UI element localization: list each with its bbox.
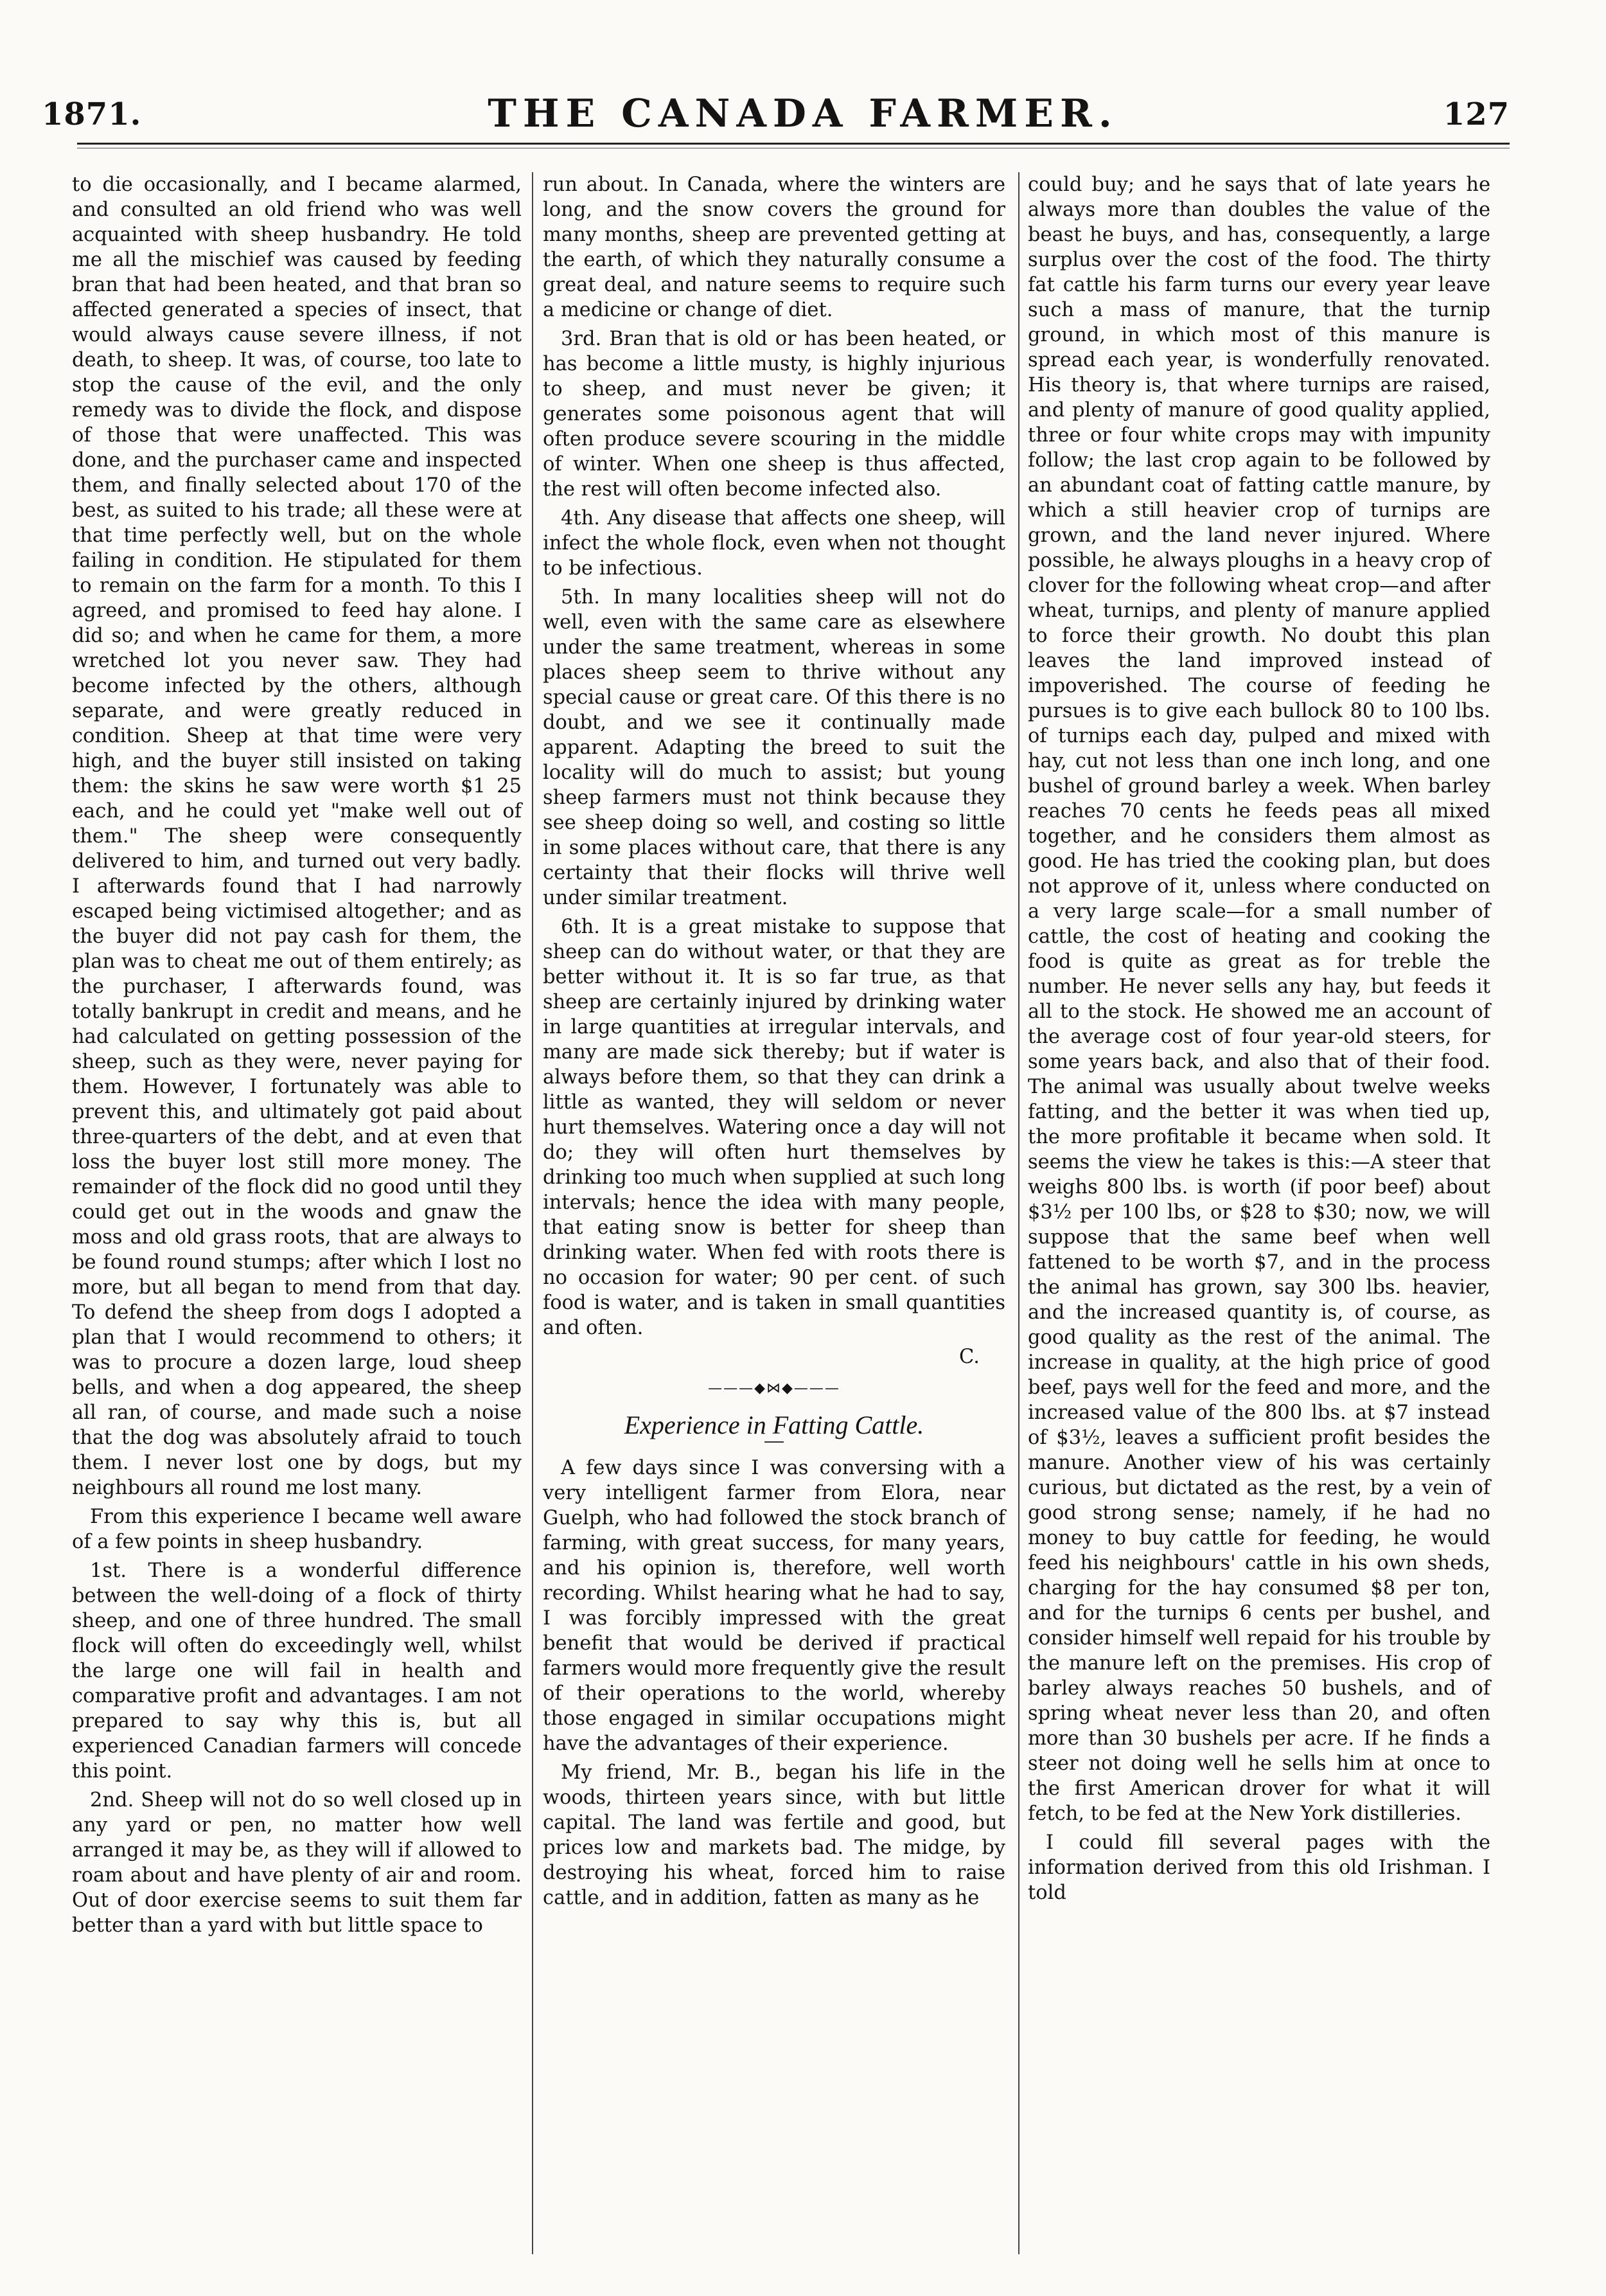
column-2	[543, 172, 1005, 2267]
paragraph: I could fill several pages with the information derived from this old Irishman. I told	[1028, 1831, 1490, 1904]
section-divider-ornament: ———◆⋈◆———	[708, 1380, 840, 1396]
masthead	[0, 0, 1606, 148]
heading-rule	[764, 1441, 784, 1443]
paragraph: 1st. There is a wonderful difference between the well-doing of a flock of thirty sheep, and one of three hundred. The small flock will often do exceedingly well, whilst the large one will fail in health and comparative profit and advantages. I am not prepared to say why this is, but all experienced Canadian farmers will concede this point.	[72, 1560, 522, 1783]
paragraph: 4th. Any disease that affects one sheep, will infect the whole flock, even when not thought to be infectious.	[543, 507, 1005, 580]
column-3	[1028, 172, 1490, 2267]
header-rule	[77, 143, 1510, 145]
column-divider	[1018, 172, 1019, 2254]
column-divider	[532, 172, 533, 2254]
page-number: 127	[1443, 96, 1510, 132]
paragraph: A few days since I was conversing with a very intelligent farmer from Elora, near Guelph, who had followed the stock branch of farming, with great success, for many years, and his opinion is, therefore, well worth recording. Whilst hearing what he had to say, I was forcibly impressed with the great benefit that would be derived if practical farmers would more frequently give the result of their operations to the world, whereby those engaged in similar occupations might have the advantages of their experience.	[543, 1457, 1005, 1755]
paragraph: From this experience I became well aware of a few points in sheep husbandry.	[72, 1506, 522, 1553]
author-signature: C.	[959, 1346, 980, 1368]
paragraph: could buy; and he says that of late years he always more than doubles the value of the beast he buys, and has, consequently, a large surplus over the cost of the food. The thirty fat cattle his farm turns our every year leave such a mass of manure, that the turnip ground, in which most of this manure is spread each year, is wonderfully renovated. His theory is, that where turnips are raised, and plenty of manure of good quality applied, three or four white crops may with impunity follow; the last crop again to be followed by an abundant coat of fatting cattle manure, by which a still heavier crop of turnips are grown, and the land never injured. Where possible, he always ploughs in a heavy crop of clover for the following wheat crop—and after wheat, turnips, and plenty of manure applied to force their growth. No doubt this plan leaves the land improved instead of impoverished. The course of feeding he pursues is to give each bullock 80 to 100 lbs. of turnips each day, pulped and mixed with hay, cut not less than one inch long, and one bushel of ground barley a week. When barley reaches 70 cents he feeds peas all mixed together, and he considers them almost as good. He has tried the cooking plan, but does not approve of it, unless where conducted on a very large scale—for a small number of cattle, the cost of heating and cooking the food is quite as great as for treble the number. He never sells any hay, but feeds it all to the stock. He showed me an account of the average cost of four year-old steers, for some years back, and also that of their food. The animal was usually about twelve weeks fatting, and the better it was when tied up, the more profitable it became when sold. It seems the view he takes is this:—A steer that weighs 800 lbs. is worth (if poor beef) about $3½ per 100 lbs, or $28 to $30; now, we will suppose that the same beef when well fattened to be worth $7, and in the process the animal has grown, say 300 lbs. heavier, and the increased quantity is, of course, as good quality as the rest of the animal. The increase in quality, at the high price of good beef, pays well for the feed and more, and the increased value of the 800 lbs. at $7 instead of $3½, leaves a sufficient profit besides the manure. Another view of his was certainly curious, but dictated as the rest, by a vein of good strong sense; namely, if he had no money to buy cattle for feeding, he would feed his neighbours' cattle in his own sheds, charging for the hay consumed $8 per ton, and for the turnips 6 cents per bushel, and consider himself well repaid for his trouble by the manure left on the premises. His crop of barley always reaches 50 bushels, and of spring wheat never less than 20, and often more than 30 bushels per acre. If he finds a steer not doing well he sells him at once to the first American drover for what it will fetch, to be fed at the New York distilleries.	[1028, 174, 1490, 1825]
article-heading: Experience in Fatting Cattle.	[624, 1411, 924, 1439]
paragraph: to die occasionally, and I became alarmed, and consulted an old friend who was well acquainted with sheep husbandry. He told me all the mischief was caused by feeding bran that had been heated, and that bran so affected generated a species of insect, that would always cause severe illness, if not death, to sheep. It was, of course, too late to stop the cause of the evil, and the only remedy was to divide the flock, and dispose of those that were unaffected. This was done, and the purchaser came and inspected them, and finally selected about 170 of the best, as suited to his trade; all these were at that time perfectly well, but on the whole failing in condition. He stipulated for them to remain on the farm for a month. To this I agreed, and promised to feed hay alone. I did so; and when he came for them, a more wretched lot you never saw. They had become infected by the others, although separate, and were greatly reduced in condition. Sheep at that time were very high, and the buyer still insisted on taking them: the skins he saw were worth $1 25 each, and he could yet "make well out of them." The sheep were consequently delivered to him, and turned out very badly. I afterwards found that I had narrowly escaped being victimised altogether; and as the buyer did not pay cash for them, the plan was to cheat me out of them entirely; as the purchaser, I afterwards found, was totally bankrupt in credit and means, and he had calculated on getting possession of the sheep, such as they were, never paying for them. However, I fortunately was able to prevent this, and ultimately got paid about three-quarters of the debt, and at even that loss the buyer lost still more money. The remainder of the flock did no good until they could get out in the woods and gnaw the moss and old grass roots, that are always to be found round stumps; after which I lost no more, but all began to mend from that day. To defend the sheep from dogs I adopted a plan that I would recommend to others; it was to procure a dozen large, loud sheep bells, and when a dog appeared, the sheep all ran, of course, and made such a noise that the dog was absolutely afraid to touch them. I never lost one by dogs, but my neighbours all round me lost many.	[72, 174, 522, 1499]
paragraph: 3rd. Bran that is old or has been heated, or has become a little musty, is highly injurious to sheep, and must never be given; it generates some poisonous agent that will often produce severe scouring in the middle of winter. When one sheep is thus affected, the rest will often become infected also.	[543, 328, 1005, 501]
paragraph: run about. In Canada, where the winters are long, and the snow covers the ground for many months, sheep are prevented getting at the earth, of which they naturally consume a great deal, and nature seems to require such a medicine or change of diet.	[543, 174, 1005, 321]
column-1	[72, 172, 522, 2267]
paragraph: My friend, Mr. B., began his life in the woods, thirteen years since, with but little capital. The land was fertile and good, but prices low and markets bad. The midge, by destroying his wheat, forced him to raise cattle, and in addition, fatten as many as he	[543, 1761, 1005, 1909]
publication-title: THE CANADA FARMER.	[488, 91, 1118, 136]
paragraph: 2nd. Sheep will not do so well closed up in any yard or pen, no matter how well arranged it may be, as they will if allowed to roam about and have plenty of air and room. Out of door exercise seems to suit them far better than a yard with but little space to	[72, 1789, 522, 1937]
paragraph: 6th. It is a great mistake to suppose that sheep can do without water, or that they are better without it. It is so far true, as that sheep are certainly injured by drinking water in large quantities at irregular intervals, and many are made sick thereby; but if water is always before them, so that they can drink a little as wanted, they will seldom or never hurt themselves. Watering once a day will not do; they will often hurt themselves by drinking too much when supplied at such long intervals; hence the idea with many people, that eating snow is better for sheep than drinking water. When fed with roots there is no occasion for water; 90 per cent. of such food is water, and is taken in small quantities and often.	[543, 916, 1005, 1339]
paragraph: 5th. In many localities sheep will not do well, even with the same care as elsewhere under the same treatment, whereas in some places sheep seem to thrive without any special cause or great care. Of this there is no doubt, and we see it continually made apparent. Adapting the breed to suit the locality will do much to assist; but young sheep farmers must not think because they see sheep doing so well, and costing so little in some places without care, that there is any certainty that their flocks will thrive well under similar treatment.	[543, 586, 1005, 909]
issue-year: 1871.	[42, 96, 142, 132]
